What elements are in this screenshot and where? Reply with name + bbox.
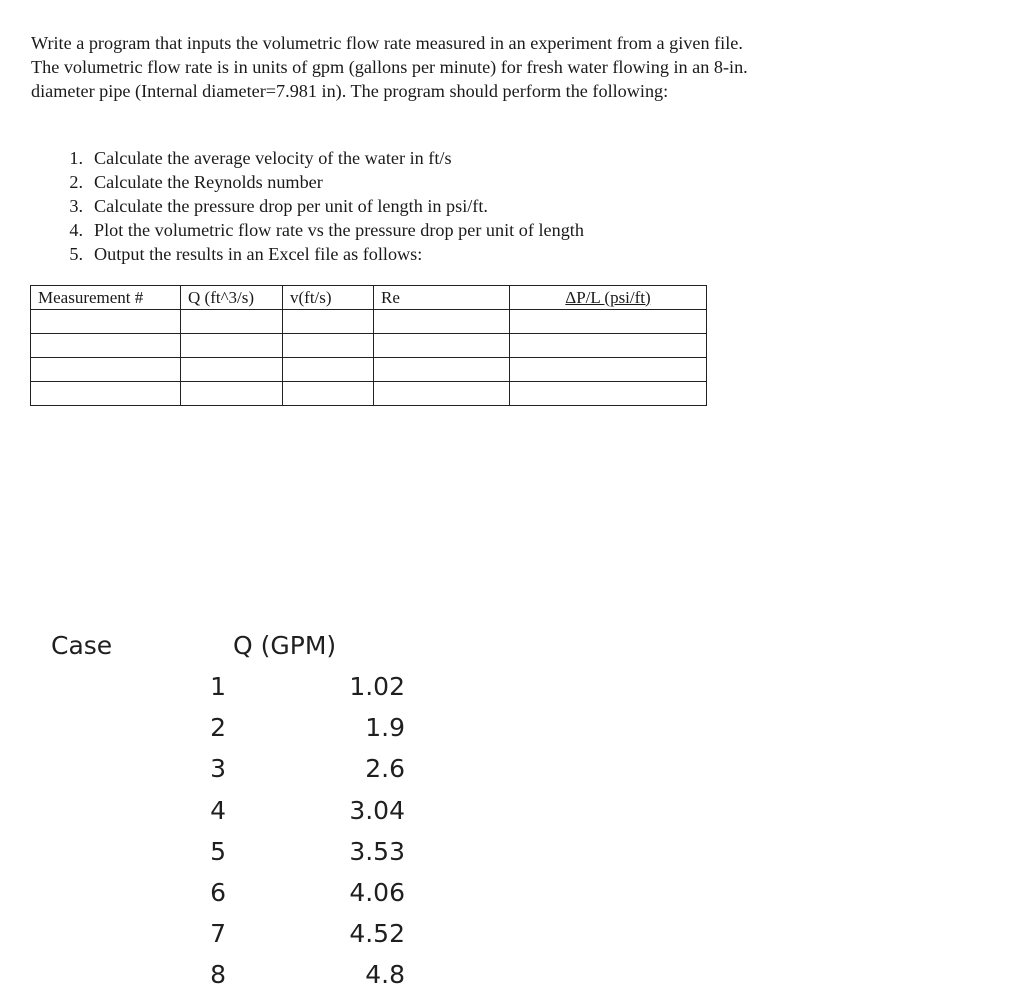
results-table	[30, 285, 707, 406]
case-number: 3	[210, 754, 226, 784]
results-empty-cell	[31, 382, 181, 406]
task-number: 2.	[69, 172, 83, 192]
results-empty-cell	[510, 382, 707, 406]
case-number: 2	[210, 713, 226, 743]
header-q: Q (ft^3/s)	[181, 286, 283, 310]
results-empty-cell	[181, 310, 283, 334]
task-list	[31, 146, 584, 266]
results-empty-cell	[283, 382, 374, 406]
case-number: 1	[210, 672, 226, 701]
results-empty-cell	[374, 310, 510, 334]
task-item	[31, 170, 584, 194]
task-number: 1.	[69, 148, 83, 168]
results-empty-cell	[510, 358, 707, 382]
flow-data-row	[190, 917, 410, 958]
results-empty-cell	[374, 382, 510, 406]
case-number: 6	[210, 877, 226, 907]
flow-rate-value: 4.8	[365, 960, 405, 990]
results-empty-cell	[31, 334, 181, 358]
task-item	[31, 218, 584, 242]
results-empty-row	[31, 334, 707, 358]
task-item	[31, 194, 584, 218]
results-empty-row	[31, 382, 707, 406]
results-header-row	[31, 286, 707, 310]
flow-rate-value: 1.02	[349, 672, 405, 701]
flow-rate-value: 4.06	[349, 877, 405, 907]
results-empty-row	[31, 358, 707, 382]
results-empty-row	[31, 310, 707, 334]
header-pressure-drop	[510, 286, 707, 310]
results-empty-cell	[181, 382, 283, 406]
flow-rate-value: 3.53	[349, 836, 405, 866]
case-column-header: Case	[51, 631, 113, 660]
flow-data-row	[190, 835, 410, 876]
task-item	[31, 242, 584, 266]
flow-rate-value: 2.6	[365, 754, 405, 784]
results-empty-cell	[283, 310, 374, 334]
flow-data-row	[190, 876, 410, 917]
results-empty-cell	[181, 358, 283, 382]
results-body	[31, 310, 707, 406]
task-number: 4.	[69, 220, 83, 240]
results-empty-cell	[510, 310, 707, 334]
task-text: Calculate the average velocity of the water in ft/s	[94, 148, 452, 168]
case-number: 7	[210, 919, 226, 949]
flow-data-rows	[190, 670, 410, 1000]
flow-rate-value: 3.04	[349, 795, 405, 825]
flow-rate-value: 1.9	[365, 713, 405, 743]
flow-data-row	[190, 670, 410, 711]
task-text: Calculate the Reynolds number	[94, 172, 323, 192]
results-empty-cell	[181, 334, 283, 358]
flow-data-row	[190, 752, 410, 793]
results-empty-cell	[283, 334, 374, 358]
task-text: Output the results in an Excel file as follows:	[94, 244, 423, 264]
header-pressure-drop-label: ΔP/L (psi/ft)	[565, 287, 651, 307]
header-reynolds: Re	[374, 286, 510, 310]
task-text: Calculate the pressure drop per unit of length in psi/ft.	[94, 196, 488, 216]
results-empty-cell	[283, 358, 374, 382]
case-number: 4	[210, 795, 226, 825]
case-number: 5	[210, 836, 226, 866]
task-text: Plot the volumetric flow rate vs the pressure drop per unit of length	[94, 220, 584, 240]
problem-statement: Write a program that inputs the volumetric flow rate measured in an experiment from a given file. The volumetric flow rate is in units of gpm (gallons per minute) for fresh water flowing in an 8-in. diameter pipe (Internal diameter=7.981 in). The program should perform the following:	[31, 33, 748, 101]
flow-data-row	[190, 794, 410, 835]
flow-data-row	[190, 958, 410, 999]
results-empty-cell	[31, 358, 181, 382]
q-column-header: Q (GPM)	[233, 631, 337, 660]
header-velocity: v(ft/s)	[283, 286, 374, 310]
flow-rate-value: 4.52	[349, 919, 405, 949]
header-measurement: Measurement #	[31, 286, 181, 310]
case-number: 8	[210, 960, 226, 990]
results-empty-cell	[374, 334, 510, 358]
flow-data-row	[190, 711, 410, 752]
task-number: 3.	[69, 196, 83, 216]
results-empty-cell	[510, 334, 707, 358]
task-number: 5.	[69, 244, 83, 264]
results-empty-cell	[31, 310, 181, 334]
results-empty-cell	[374, 358, 510, 382]
task-item	[31, 146, 584, 170]
